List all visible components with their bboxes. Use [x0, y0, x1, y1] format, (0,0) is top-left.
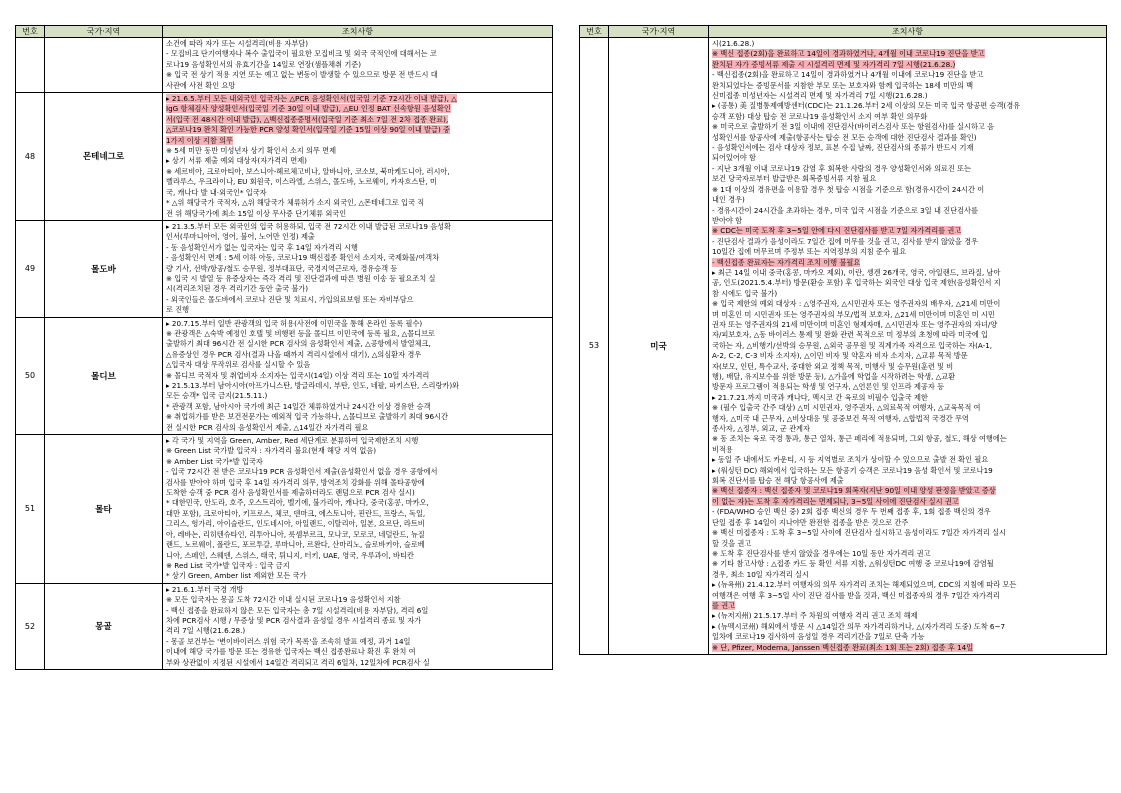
- highlighted-text: ▸ 21.6.5.부터 모든 내외국인 입국자는 △PCR 음성확인서(입국일 기준 72시간 이내 발급), △: [166, 94, 457, 104]
- measure-line: [712, 466, 1103, 476]
- measure-line: [712, 185, 1103, 195]
- measure-text: - 백신접종(2회)을 완료하고 14일이 경과하였거나 4개월 이내에 코로나19 진단을 받고: [712, 70, 984, 80]
- measure-line: [166, 585, 549, 595]
- measure-text: ※ 몰디브 국적자 및 취업비자 소지자는 입국시(14일) 이상 격리 또는 10일 자가격리: [166, 370, 430, 380]
- measure-text: ※ Green List 국가발 입국자 : 자가격리 불요(현재 해당 지역 없음): [166, 446, 377, 456]
- measure-line: [166, 658, 549, 668]
- measure-line: [166, 637, 549, 647]
- country-row: [16, 93, 553, 221]
- country-row: [16, 220, 553, 317]
- country-name: [45, 38, 163, 93]
- measure-text: 경우, 최소 10일 자가격리 실시: [712, 569, 809, 579]
- measure-text: 도착한 승객 중 PCR 검사 음성확인서를 제출하더라도 랜덤으로 PCR 검사 실시): [166, 488, 415, 498]
- measure-line: [712, 101, 1103, 111]
- measure-line: [712, 174, 1103, 184]
- measure-text: - 음성확인서에는 검사 대상자 정보, 표본 수집 날짜, 진단검사의 종류가 반드시 기재: [712, 143, 974, 153]
- row-number: 51: [16, 435, 45, 584]
- header-country: 국가·지역: [609, 26, 709, 38]
- measure-text: 받아야 함: [712, 215, 743, 225]
- measure-line: [712, 195, 1103, 205]
- measure-text: ▸ 21.7.21.까지 미국과 캐나다, 멕시코 간 육로의 비필수 입출국 제한: [712, 392, 928, 402]
- measures-cell: [163, 220, 553, 317]
- measures-cell: [163, 93, 553, 221]
- measure-line: [712, 611, 1103, 621]
- measure-line: [166, 274, 549, 284]
- highlighted-text: ※ 단, Pfizer, Moderna, Janssen 백신접종 완료(최소 1회 또는 2회) 접종 후 14일: [712, 642, 974, 652]
- measure-line: [712, 476, 1103, 486]
- measure-text: 종사자, △정부, 외교, 군 관계자: [712, 424, 810, 434]
- measure-text: ▸ (워싱턴 DC) 해외에서 입국하는 모든 항공기 승객은 코로나19 음성 확인서 및 코로나19: [712, 465, 993, 475]
- measure-line: [166, 381, 549, 391]
- measure-line: [712, 268, 1103, 278]
- measure-text: ▸ 21.3.5.부터 모든 외국인의 입국 허용하되, 입국 전 72시간 이내 발급된 코로나19 음성확: [166, 221, 452, 231]
- measure-line: [712, 91, 1103, 101]
- measure-text: 되어있어야 함: [712, 153, 756, 163]
- measure-line: [166, 509, 549, 519]
- measure-text: 회복 진단서를 탑승 전 해당 항공사에 제출: [712, 476, 844, 486]
- measure-line: [166, 125, 549, 135]
- right-header-row: [580, 26, 1107, 38]
- measure-line: [166, 551, 549, 561]
- measure-text: ※ 취업허가를 받은 보건전문가는 예외적 입국 가능하나, △몰디브로 출발하기 최대 96시간: [166, 412, 448, 422]
- measure-line: [166, 350, 549, 360]
- measure-text: - 지난 3개월 이내 코로나19 감염 후 회복한 사람의 경우 양성확인서와 의료진 또는: [712, 163, 971, 173]
- measure-text: 내인 경우): [712, 195, 745, 205]
- measure-text: 완치되었다는 증빙문서를 지참한 부모 또는 보호자와 함께 입국하는 18세 미만의 백: [712, 80, 974, 90]
- measure-text: 검사를 받아야 하며 입국 후 14일 자가격리 의무, 방역조치 강화를 위해 몰타공항에: [166, 477, 425, 487]
- measure-text: 국, 캐나다 발 내·외국인* 입국자: [166, 187, 267, 197]
- measure-line: [712, 528, 1103, 538]
- highlighted-text: ※ 백신 접종자 : 백신 접종자 및 코로나19 회복자(지난 90일 이내 양성 판정을 받았고 증상: [712, 486, 996, 496]
- left-header-row: [16, 26, 553, 38]
- measure-text: * 상기 Green, Amber list 제외한 모든 국가: [166, 571, 307, 581]
- measure-line: [712, 393, 1103, 403]
- measure-line: [712, 330, 1103, 340]
- measure-text: 시(21.6.28.): [712, 39, 755, 48]
- measure-line: [712, 372, 1103, 382]
- measure-text: - 동 음성확인서가 없는 입국자는 입국 후 14일 자가격리 시행: [166, 242, 358, 252]
- measure-line: [712, 601, 1103, 611]
- measure-text: ▸ 상기 서류 제출 예외 대상자(자가격리 면제): [166, 156, 307, 166]
- measure-line: [712, 580, 1103, 590]
- measure-text: - 입국 72시간 전 받은 코로나19 PCR 음성확인서 제출(음성확인서 없을 경우 공항에서: [166, 467, 438, 477]
- measure-text: ▸ (뉴멕시코州) 해외에서 방문 시 △14일간 의무 자가격리하거나, △(자가격리 도중) 도착 6~7: [712, 621, 1006, 631]
- measure-text: 시(격리조치된 경우 격리기간 동안 출국 불가): [166, 284, 309, 294]
- measure-text: 전 실시한 PCR 검사의 음성확인서 제출, △14일간 자가격리 필요: [166, 422, 369, 432]
- measure-text: 여행객은 여행 후 3~5일 사이 진단 검사를 받을 것과, 백신 미접종자의 경우 7일간 자가격리: [712, 590, 1000, 600]
- measure-line: [712, 237, 1103, 247]
- row-number: [16, 38, 45, 93]
- measure-text: ※ (필수 입출국 간주 대상) △미 시민권자, 영주권자, △의료목적 여행자, △교육목적 여: [712, 403, 981, 413]
- measures-cell: [163, 38, 553, 93]
- measure-line: [712, 424, 1103, 434]
- header-measures: 조치사항: [709, 26, 1107, 38]
- measure-line: [166, 561, 549, 571]
- measure-text: ▸ 20.7.15.부터 일반 관광객의 입국 허용(사전에 이민국을 통해 온라인 등록 필수): [166, 318, 423, 328]
- measure-text: 전 위 해당국가에 최소 15일 이상 무사증 단기체류 외국인: [166, 208, 347, 218]
- measure-text: ▸ (뉴욕州) 21.4.12.부터 여행자의 의무 자가격리 조치는 해제되었으며, CDC의 지침에 따라 모든: [712, 580, 1017, 590]
- measure-text: 사관에 사전 확인 요망: [166, 80, 236, 90]
- header-country: 국가·지역: [45, 26, 163, 38]
- left-table-body: [16, 38, 553, 670]
- measure-line: [712, 299, 1103, 309]
- measure-text: ▸ (공통) 美 질병통제예방센터(CDC)는 21.1.26.부터 2세 이상의 모든 미국 입국 항공편 승객(경유: [712, 101, 1021, 111]
- row-number: 53: [580, 38, 609, 655]
- measure-line: [712, 518, 1103, 528]
- measure-text: ▸ 21.6.1.부터 국경 개방: [166, 584, 244, 594]
- highlighted-text: 완치된 자가 증빙서류 제출 시 시설격리 면제 및 자가격리 7일 시행(21.6.28.): [712, 59, 956, 69]
- measure-line: [712, 278, 1103, 288]
- measure-line: [166, 626, 549, 636]
- measure-text: - 진단검사 결과가 음성이라도 7일간 집에 머무를 것을 권고, 검사를 받지 않았을 경우: [712, 236, 978, 246]
- measure-text: ▸ (뉴저지州) 21.5.17.부터 주 차원의 여행자 격리 권고 조치 해제: [712, 611, 918, 621]
- measures-cell: [163, 583, 553, 669]
- measure-text: 벨라루스, 우크라이나, EU 회원국, 이스라엘, 스위스, 몰도바, 노르웨이, 카자흐스탄, 미: [166, 177, 437, 187]
- measure-line: [712, 570, 1103, 580]
- measure-line: [712, 497, 1103, 507]
- measure-line: [712, 258, 1103, 268]
- highlighted-text: ※ 백신 접종(2회)을 완료하고 14일이 경과하였거나, 4개월 이내 코로나19 진단을 받고: [712, 49, 985, 59]
- measure-text: 신미접종 미성년자는 시설격리 면제 및 자가격리 7일 시행(21.6.28.): [712, 91, 928, 101]
- right-page: [579, 25, 1106, 655]
- measure-line: [166, 253, 549, 263]
- measure-text: 차에 PCR검사 시행 / 무증상 및 PCR 검사결과 음성일 경우 시설격리 종료 및 자가: [166, 615, 422, 625]
- measure-text: 모든 승객* 입국 금지(21.5.11.): [166, 391, 268, 401]
- measure-text: ※ 입국 제한의 예외 대상자 : △영주권자, △시민권자 또는 영주권자의 배우자, △21세 미만이: [712, 299, 1001, 309]
- right-table-body: [580, 38, 1107, 655]
- measure-text: 량 기사, 선박/항공/철도 승무원, 정부대표단, 국경지역근로자, 경유승객 등: [166, 263, 398, 273]
- measure-line: [166, 498, 549, 508]
- measure-text: * 관광객 포함, 남아시아 국가에 최근 14일간 체류하였거나 24시간 이상 경유한 승객: [166, 401, 431, 411]
- measures-cell: [163, 317, 553, 434]
- measure-line: [712, 507, 1103, 517]
- measure-line: [712, 414, 1103, 424]
- measure-line: [166, 360, 549, 370]
- measure-text: ▸ 최근 14일 이내 중국(홍콩, 마카오 제외), 이란, 솅겐 26개국, 영국, 아일랜드, 브라질, 남아: [712, 267, 1001, 277]
- measure-text: 할 것을 권고: [712, 538, 752, 548]
- measure-text: ▸ 각 국가 및 지역을 Green, Amber, Red 세단계로 분류하여 입국제한조치 시행: [166, 436, 419, 446]
- measure-text: - 음성확인서 면제 : 5세 이하 아동, 코로나19 백신접종 확인서 소지자, 국제화물/여객차: [166, 253, 440, 263]
- measure-line: [712, 486, 1103, 496]
- country-name: 몰디브: [45, 317, 163, 434]
- measure-text: 보건 당국자로부터 발급받은 회복증빙서류 지참 필요: [712, 174, 877, 184]
- header-num: 번호: [16, 26, 45, 38]
- measure-text: 10일간 집에 머무르며 주정부 또는 지역정부의 지침 준수 필요: [712, 247, 907, 257]
- measure-text: * △위 해당국가 국적자, △위 해당국가 체류허가 소지 외국인, △몬테네그로 입국 직: [166, 198, 425, 208]
- measure-line: [166, 488, 549, 498]
- measure-line: [712, 247, 1103, 257]
- measure-text: 그리스, 헝가리, 아이슬란드, 인도네시아, 아일랜드, 이탈리아, 일본, 요르단, 라트비: [166, 519, 425, 529]
- measure-line: [166, 436, 549, 446]
- measure-text: 단일 접종 후 14일이 지나야만 완전한 접종을 받은 것으로 간주: [712, 517, 909, 527]
- measure-text: 부와 상관없이 지정된 시설에서 14일간 격리되고 격리 6일차, 12일차에 PCR검사 실: [166, 657, 430, 667]
- measure-text: 행자, △미국 내 근무자, △비상대응 및 공중보건 목적 여행자, △합법적 국경간 무역: [712, 413, 969, 423]
- measure-line: [166, 446, 549, 456]
- measure-text: 출발하기 최대 96시간 전 실시한 PCR 검사의 음성확인서 제출, △공항에서 발열체크,: [166, 339, 431, 349]
- measure-line: [712, 549, 1103, 559]
- measure-line: [166, 616, 549, 626]
- measure-line: [712, 39, 1103, 49]
- measure-text: 이내에 해당 국가를 방문 또는 경유한 입국자는 백신 접종완료나 확진 후 완치 여: [166, 647, 416, 657]
- measure-text: 로 진행: [166, 305, 190, 315]
- measure-line: [712, 143, 1103, 153]
- measure-line: [712, 632, 1103, 642]
- measure-line: [712, 122, 1103, 132]
- measure-line: [166, 156, 549, 166]
- measure-text: - 모집비크 단기여행자나 복수 출입국이 필요한 모집비크 및 외국 국적인에 대해서는 코: [166, 49, 437, 59]
- measure-line: [712, 362, 1103, 372]
- measure-line: [166, 295, 549, 305]
- measure-line: [166, 81, 549, 91]
- measure-line: [166, 94, 549, 104]
- measure-line: [166, 467, 549, 477]
- measure-line: [166, 136, 549, 146]
- left-page: [15, 25, 552, 670]
- measure-line: [712, 226, 1103, 236]
- measure-text: ※ 관광객은 △숙박 예정인 호텔 및 비행편 등을 몰디브 이민국에 등록 필요, △몰디브로: [166, 328, 435, 338]
- measure-line: [166, 70, 549, 80]
- country-row: [16, 435, 553, 584]
- highlighted-text: IgG 항체검사 양성확인서(입국일 기준 30일 이내 발급), △EU 인정 BAT 신속항원 음성확인: [166, 104, 451, 114]
- highlighted-text: 이 없는 자)는 도착 후 자가격리는 면제되나, 3~5일 사이에 진단검사 실시 권고: [712, 496, 959, 506]
- country-name: 미국: [609, 38, 709, 655]
- measure-line: [712, 216, 1103, 226]
- measure-line: [166, 60, 549, 70]
- measure-line: [166, 540, 549, 550]
- row-number: 50: [16, 317, 45, 434]
- measure-text: 랜드, 노르웨이, 폴란드, 포르투갈, 루마니아, 르완다, 산마리노, 슬로바키아, 슬로베: [166, 540, 425, 550]
- measure-text: ※ 입국 시 발열 등 유증상자는 즉각 격리 및 진단결과에 따른 병원 이송 등 필요조치 실: [166, 273, 436, 283]
- measure-text: ※ 기타 참고사항 : △접종 카드 등 확인 서류 지참, △워싱턴DC 여행 중 코로나19에 감염될: [712, 559, 994, 569]
- measure-line: [166, 209, 549, 219]
- measure-line: [166, 39, 549, 49]
- measure-line: [712, 643, 1103, 653]
- measure-line: [166, 115, 549, 125]
- measure-text: 며 미혼인 미 시민권자 또는 영주권자의 부모/법적 보호자, △21세 미만이며 미혼인 미 시민: [712, 309, 995, 319]
- measure-line: [166, 284, 549, 294]
- measure-text: 승객 포함) 대상 탑승 전 코로나19 음성확인서 소지 여부 확인 의무화: [712, 111, 928, 121]
- measure-line: [166, 243, 549, 253]
- measure-text: 성확인서를 항공사에 제출(항공사는 탑승 전 모든 승객에 대한 진단검사 결과를 확인): [712, 132, 977, 142]
- measure-line: [166, 457, 549, 467]
- country-name: 몰타: [45, 435, 163, 584]
- row-number: 49: [16, 220, 45, 317]
- measure-text: ※ 백신 미접종자 : 도착 후 3~5일 사이에 진단검사 실시하고 음성이라도 7일간 자가격리 실시: [712, 528, 1006, 538]
- measure-text: 소건에 따라 자가 또는 시설격리(비용 자부담): [166, 39, 309, 48]
- measure-line: [712, 382, 1103, 392]
- measure-line: [712, 60, 1103, 70]
- measure-line: [166, 104, 549, 114]
- measure-text: 자(보모, 인턴, 특수교사, 중대한 외교 정책 목적, 미행사 및 승무원(훈련 및 비: [712, 361, 954, 371]
- measure-line: [166, 319, 549, 329]
- measure-line: [166, 264, 549, 274]
- measure-line: [166, 188, 549, 198]
- measure-line: [712, 164, 1103, 174]
- measure-text: 자/피보호자, △동 바이러스 통제 및 완화 관련 목적으로 미 정부의 초청에 따라 미국에 입: [712, 330, 989, 340]
- measure-text: - 백신 접종을 완료하지 않은 모든 입국자는 총 7일 시설격리(비용 자부담), 격리 6일: [166, 605, 429, 615]
- measure-line: [166, 478, 549, 488]
- measure-line: [166, 177, 549, 187]
- measure-line: [712, 49, 1103, 59]
- measure-line: [166, 412, 549, 422]
- measure-line: [712, 70, 1103, 80]
- measure-text: 방문자 프로그램이 적용되는 학생 및 연구자, △언론인 및 인프라 제공자 등: [712, 382, 945, 392]
- measure-text: * 대한민국, 안도라, 호주, 오스트리아, 벨기에, 불가리아, 캐나다, 중국(홍콩, 마카오,: [166, 498, 429, 508]
- measure-text: 참 시에도 입국 불가): [712, 288, 778, 298]
- measure-text: 로나19 음성확인서의 유효기간을 14일로 연장(샘플채취 기준): [166, 59, 362, 69]
- measure-line: [712, 153, 1103, 163]
- measure-text: - 몽골 보건부는 '변이바이러스 위험 국가 목록'을 조속히 발표 예정, 과거 14일: [166, 636, 411, 646]
- measure-text: 일차에 코로나19 검사하여 음성일 경우 격리기간을 7일로 단축 가능: [712, 632, 925, 642]
- measure-line: [712, 434, 1103, 444]
- country-row: [580, 38, 1107, 655]
- country-row: [16, 38, 553, 93]
- measure-line: [166, 329, 549, 339]
- measure-text: ※ Red List 국가*발 입국자 : 입국 금지: [166, 560, 290, 570]
- measure-line: [166, 49, 549, 59]
- highlighted-text: 1가지 이상 지참 의무: [166, 135, 233, 145]
- measure-text: ▸ 동일 주 내에서도 카운티, 시 등 지역별로 조치가 상이할 수 있으므로 출발 전 확인 필요: [712, 455, 989, 465]
- country-name: 몬테네그로: [45, 93, 163, 221]
- measure-line: [712, 455, 1103, 465]
- measure-text: - (FDA/WHO 승인 백신 중) 2회 접종 백신의 경우 두 번째 접종 후, 1회 접종 백신의 경우: [712, 507, 991, 517]
- measure-line: [166, 530, 549, 540]
- measure-line: [712, 445, 1103, 455]
- measures-cell: [163, 435, 553, 584]
- measure-text: ※ 도착 후 진단검사를 받지 않았을 경우에는 10일 동안 자가격리 권고: [712, 548, 931, 558]
- measure-text: ※ 미국으로 출발하기 전 3일 이내에 진단검사(바이러스검사 또는 항원검사)를 실시하고 음: [712, 122, 995, 132]
- header-measures: 조치사항: [163, 26, 553, 38]
- measure-line: [166, 371, 549, 381]
- right-table: [579, 25, 1107, 655]
- highlighted-text: 를 권고: [712, 600, 736, 610]
- measure-line: [712, 81, 1103, 91]
- measure-line: [712, 133, 1103, 143]
- row-number: 48: [16, 93, 45, 221]
- country-name: 몰도바: [45, 220, 163, 317]
- measure-text: - 외국인들은 몰도바에서 코로나 진단 및 치료시, 가입의료보험 또는 자비부담으: [166, 294, 414, 304]
- country-name: 몽골: [45, 583, 163, 669]
- measure-text: ※ 모든 입국자는 몽골 도착 72시간 이내 실시된 코로나19 음성확인서 지참: [166, 595, 401, 605]
- highlighted-text: △코로나19 완치 확인 가능한 PCR 양성 확인서(입국일 기준 15일 이상 90일 이내 발급) 중: [166, 125, 450, 135]
- left-table: [15, 25, 553, 670]
- measure-text: 공, 인도(2021.5.4.부터) 방문(환승 포함) 후 입국하는 외국인 대상 입국 제한(음성확인서 지: [712, 278, 1001, 288]
- measure-line: [166, 595, 549, 605]
- measure-text: ※ 5세 미만 동반 미성년자 상기 확인서 소지 의무 면제: [166, 146, 337, 156]
- highlighted-text: - 백신접종 완료자는 자가격리 조치 이행 불필요: [712, 257, 861, 267]
- highlighted-text: 서(입국 전 48시간 이내 발급), △백신접종증명서(입국일 기준 최소 7일 전 2차 접종 완료),: [166, 114, 449, 124]
- measure-line: [712, 351, 1103, 361]
- measure-line: [712, 559, 1103, 569]
- measure-text: 권자 또는 영주권자의 21세 미만이며 미혼인 형제자매, △시민권자 또는 영주권자의 자녀/양: [712, 319, 998, 329]
- measure-text: △입국자 대상 무작위로 검사를 실시할 수 있음: [166, 360, 311, 370]
- measure-text: ※ 동 조치는 육로 국경 통과, 통근 열차, 통근 페리에 적용되며, 그외 항공, 철도, 해상 여행에는: [712, 434, 1007, 444]
- measure-line: [166, 146, 549, 156]
- measure-line: [712, 320, 1103, 330]
- measure-line: [712, 539, 1103, 549]
- measure-line: [166, 606, 549, 616]
- measure-line: [712, 591, 1103, 601]
- measure-line: [166, 519, 549, 529]
- measure-text: 국하는 자, △비행기/선박의 승무원, △외국 공무원 및 직계가족 자격으로 입국하는 자(A-1,: [712, 340, 993, 350]
- measure-text: 대만 포함), 크로아티아, 키프로스, 체코, 덴마크, 에스토니아, 핀란드, 프랑스, 독일,: [166, 508, 426, 518]
- measure-line: [166, 167, 549, 177]
- measure-line: [166, 222, 549, 232]
- measure-line: [166, 198, 549, 208]
- measure-text: ※ 세르비아, 크로아티아, 보스니아-헤르체고비나, 알바니아, 코소보, 북마케도니아, 러시아,: [166, 166, 450, 176]
- measure-text: 비적용: [712, 444, 733, 454]
- measure-line: [166, 339, 549, 349]
- measure-line: [166, 232, 549, 242]
- measure-line: [712, 289, 1103, 299]
- measure-text: 니아, 스페인, 스웨덴, 스위스, 태국, 튀니지, 터키, UAE, 영국, 우루과이, 바티칸: [166, 550, 414, 560]
- measure-text: ※ Amber List 국가*발 입국자: [166, 456, 263, 466]
- measure-line: [712, 403, 1103, 413]
- measure-line: [166, 402, 549, 412]
- measure-line: [166, 391, 549, 401]
- measure-text: ▸ 21.5.13.부터 남아시아(아프가니스탄, 방글라데시, 부탄, 인도, 네팔, 파키스탄, 스리랑카)와: [166, 381, 460, 390]
- measure-line: [712, 341, 1103, 351]
- country-row: [16, 583, 553, 669]
- measure-line: [712, 310, 1103, 320]
- measure-text: 격리 7일 시행(21.6.28.): [166, 626, 246, 636]
- measure-line: [712, 622, 1103, 632]
- measure-text: ※ 입국 전 상기 적용 지연 또는 예고 없는 변동이 발생할 수 있으므로 방문 전 반드시 대: [166, 70, 438, 80]
- measure-text: 인서(루마니아어, 영어, 불어, 노어만 인정) 제출: [166, 232, 315, 242]
- measure-text: 아, 레바논, 리히텐슈타인, 리투아니아, 룩셈부르크, 모나코, 모로코, 네덜란드, 뉴질: [166, 529, 425, 539]
- measure-text: A-2, C-2, C-3 비자 소지자), △이민 비자 및 약혼자 비자 소지자, △교류 목적 방문: [712, 351, 968, 361]
- highlighted-text: ※ CDC는 미국 도착 후 3~5일 안에 다시 진단검사를 받고 7일 자가격리를 권고: [712, 226, 962, 236]
- measure-line: [166, 423, 549, 433]
- measure-line: [166, 305, 549, 315]
- measure-text: ※ 1대 이상의 경유편을 이용할 경우 첫 탑승 시점을 기준으로 함(경유시간이 24시간 이: [712, 184, 985, 194]
- measure-text: 행), 배달, 유지보수를 위한 방문 등), △가을에 학업을 시작하려는 학생, △교환: [712, 372, 956, 381]
- measure-text: △유증상인 경우 PCR 검사(결과 나올 때까지 격리시설에서 대기), △의심환자 경우: [166, 349, 422, 359]
- measure-line: [712, 206, 1103, 216]
- measure-text: - 경유시간이 24시간을 초과하는 경우, 미국 입국 시점을 기준으로 3일 내 진단검사를: [712, 205, 978, 215]
- header-num: 번호: [580, 26, 609, 38]
- row-number: 52: [16, 583, 45, 669]
- measures-cell: [709, 38, 1107, 655]
- measure-line: [166, 571, 549, 581]
- measure-line: [712, 112, 1103, 122]
- country-row: [16, 317, 553, 434]
- measure-line: [166, 647, 549, 657]
